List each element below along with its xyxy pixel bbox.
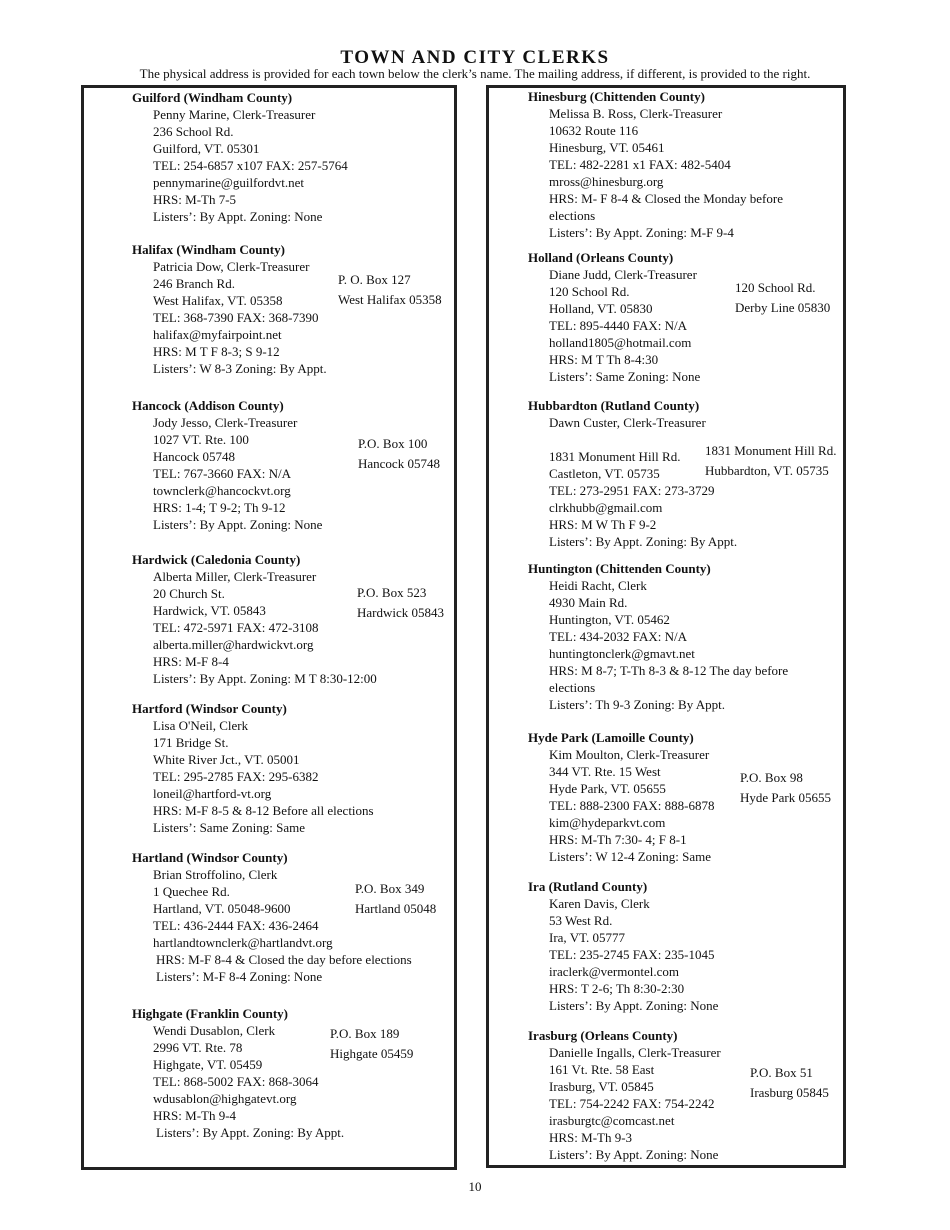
entry-line: Guilford, VT. 05301 [153,141,260,156]
entry-line: Hyde Park, VT. 05655 [549,781,666,796]
mailing-line: Hancock 05748 [358,456,440,471]
mailing-address [705,441,836,481]
entry-line: TEL: 895-4440 FAX: N/A [549,318,688,333]
clerk-entry-hardwick [132,551,377,687]
entry-line: Listers’: Th 9-3 Zoning: By Appt. [549,697,725,712]
mailing-address [330,1024,413,1064]
town-heading: Ira (Rutland County) [528,879,648,894]
entry-line: iraclerk@vermontel.com [549,964,679,979]
mailing-line: Hubbardton, VT. 05735 [705,463,829,478]
entry-line: Listers’: By Appt. Zoning: None [153,209,323,224]
mailing-address [357,583,444,623]
town-heading: Hinesburg (Chittenden County) [528,89,705,104]
entry-line: HRS: M-F 8-5 & 8-12 Before all elections [153,803,374,818]
entry-line: HRS: M-Th 7:30- 4; F 8-1 [549,832,687,847]
mailing-line: Hyde Park 05655 [740,790,831,805]
clerk-entry-irasburg [528,1027,721,1163]
entry-line: Lisa O'Neil, Clerk [153,718,249,733]
entry-line: TEL: 436-2444 FAX: 436-2464 [153,918,319,933]
entry-line: Listers’: M-F 8-4 Zoning: None [156,969,323,984]
entry-line: 53 West Rd. [549,913,613,928]
entry-line: Listers’: By Appt. Zoning: M-F 9-4 [549,225,734,240]
clerk-entry-holland [528,249,700,385]
entry-line: HRS: M- F 8-4 & Closed the Monday before [549,191,783,206]
entry-line: Hardwick, VT. 05843 [153,603,266,618]
entry-line: West Halifax, VT. 05358 [153,293,283,308]
entry-line: HRS: M-F 8-4 & Closed the day before elections [156,952,412,967]
entry-line: TEL: 482-2281 x1 FAX: 482-5404 [549,157,731,172]
entry-line: Kim Moulton, Clerk-Treasurer [549,747,710,762]
page-subtitle: The physical address is provided for each town below the clerk’s name. The mailing address, if different, is provided to the right. [139,66,811,81]
clerk-entry-hyde-park [528,729,715,865]
entry-line: Highgate, VT. 05459 [153,1057,263,1072]
mailing-address [735,278,830,318]
town-heading: Hardwick (Caledonia County) [132,552,301,567]
town-heading: Highgate (Franklin County) [132,1006,289,1021]
town-heading: Hartland (Windsor County) [132,850,288,865]
entry-line: irasburgtc@comcast.net [549,1113,675,1128]
entry-line: 1 Quechee Rd. [153,884,230,899]
entry-line: Listers’: Same Zoning: Same [153,820,306,835]
entry-line: TEL: 434-2032 FAX: N/A [549,629,688,644]
entry-line: TEL: 472-5971 FAX: 472-3108 [153,620,319,635]
entry-line: loneil@hartford-vt.org [153,786,272,801]
entry-line: TEL: 868-5002 FAX: 868-3064 [153,1074,319,1089]
entry-line: elections [549,208,596,223]
entry-line: elections [549,680,596,695]
mailing-address [338,270,442,310]
entry-line: Castleton, VT. 05735 [549,466,660,481]
entry-line: HRS: M-Th 9-3 [549,1130,633,1145]
mailing-address [750,1063,829,1103]
mailing-line: 1831 Monument Hill Rd. [705,443,837,458]
entry-line: kim@hydeparkvt.com [549,815,666,830]
entry-line: HRS: M-F 8-4 [153,654,229,669]
town-heading: Hubbardton (Rutland County) [528,398,700,413]
entry-line: 1027 VT. Rte. 100 [153,432,249,447]
entry-line: Ira, VT. 05777 [549,930,626,945]
page-number: 10 [468,1179,482,1194]
entry-line: HRS: M-Th 7-5 [153,192,237,207]
entry-line: halifax@myfairpoint.net [153,327,282,342]
entry-line: TEL: 235-2745 FAX: 235-1045 [549,947,715,962]
entry-line: TEL: 888-2300 FAX: 888-6878 [549,798,715,813]
clerk-entry-ira [528,878,718,1014]
entry-line: HRS: 1-4; T 9-2; Th 9-12 [153,500,286,515]
clerk-entry-hinesburg [528,88,783,241]
entry-line: Listers’: By Appt. Zoning: M T 8:30-12:00 [153,671,377,686]
town-heading: Holland (Orleans County) [528,250,674,265]
entry-line: Listers’: W 8-3 Zoning: By Appt. [153,361,327,376]
entry-line: Huntington, VT. 05462 [549,612,670,627]
clerk-entry-halifax [132,241,327,377]
entry-line: TEL: 295-2785 FAX: 295-6382 [153,769,319,784]
entry-line: Hartland, VT. 05048-9600 [153,901,291,916]
entry-line: 344 VT. Rte. 15 West [549,764,661,779]
entry-line: mross@hinesburg.org [549,174,664,189]
mailing-address [355,879,436,919]
entry-line: 161 Vt. Rte. 58 East [549,1062,655,1077]
entry-line: townclerk@hancockvt.org [153,483,291,498]
entry-line: Listers’: By Appt. Zoning: By Appt. [549,534,738,549]
entry-line: White River Jct., VT. 05001 [153,752,300,767]
entry-line: Patricia Dow, Clerk-Treasurer [153,259,310,274]
entry-line: HRS: T 2-6; Th 8:30-2:30 [549,981,685,996]
mailing-line: P.O. Box 349 [355,881,425,896]
entry-line: Hinesburg, VT. 05461 [549,140,665,155]
mailing-line: 120 School Rd. [735,280,816,295]
entry-line: TEL: 767-3660 FAX: N/A [153,466,292,481]
mailing-line: P.O. Box 100 [358,436,428,451]
entry-line: 20 Church St. [153,586,225,601]
entry-line: clrkhubb@gmail.com [549,500,663,515]
mailing-line: P.O. Box 98 [740,770,803,785]
mailing-line: P. O. Box 127 [338,272,411,287]
entry-line: TEL: 368-7390 FAX: 368-7390 [153,310,319,325]
town-heading: Hartford (Windsor County) [132,701,287,716]
entry-line: TEL: 254-6857 x107 FAX: 257-5764 [153,158,348,173]
entry-line: Penny Marine, Clerk-Treasurer [153,107,316,122]
entry-line: Danielle Ingalls, Clerk-Treasurer [549,1045,721,1060]
entry-line: 120 School Rd. [549,284,630,299]
town-heading: Guilford (Windham County) [132,90,293,105]
town-heading: Irasburg (Orleans County) [528,1028,678,1043]
entry-line: HRS: M W Th F 9-2 [549,517,657,532]
entry-line: Jody Jesso, Clerk-Treasurer [153,415,298,430]
entry-line: 4930 Main Rd. [549,595,628,610]
entry-line: wdusablon@highgatevt.org [153,1091,297,1106]
mailing-line: Hardwick 05843 [357,605,445,620]
entry-line: Listers’: Same Zoning: None [549,369,701,384]
entry-line: HRS: M T F 8-3; S 9-12 [153,344,280,359]
entry-line: pennymarine@guilfordvt.net [153,175,304,190]
entry-line: Diane Judd, Clerk-Treasurer [549,267,697,282]
town-heading: Huntington (Chittenden County) [528,561,711,576]
mailing-address [740,768,831,808]
clerk-entry-hancock [132,397,322,533]
entry-line: Dawn Custer, Clerk-Treasurer [549,415,706,430]
mailing-line: Highgate 05459 [330,1046,414,1061]
entry-line: HRS: M-Th 9-4 [153,1108,237,1123]
mailing-line: Hartland 05048 [355,901,437,916]
clerk-entry-huntington [528,560,788,713]
clerk-entry-highgate [132,1005,344,1141]
entry-line: Heidi Racht, Clerk [549,578,647,593]
entry-line: holland1805@hotmail.com [549,335,692,350]
entry-line: Holland, VT. 05830 [549,301,653,316]
page-title: TOWN AND CITY CLERKS [340,47,610,68]
town-heading: Hancock (Addison County) [132,398,284,413]
entry-line: 2996 VT. Rte. 78 [153,1040,243,1055]
mailing-address [358,434,440,474]
mailing-line: Irasburg 05845 [750,1085,829,1100]
entry-line: huntingtonclerk@gmavt.net [549,646,695,661]
entry-line: HRS: M T Th 8-4:30 [549,352,659,367]
entry-line: TEL: 754-2242 FAX: 754-2242 [549,1096,715,1111]
entry-line: Brian Stroffolino, Clerk [153,867,278,882]
entry-line: Karen Davis, Clerk [549,896,650,911]
entry-line: TEL: 273-2951 FAX: 273-3729 [549,483,715,498]
clerk-entry-hartford [132,700,374,836]
entry-line: Listers’: By Appt. Zoning: None [153,517,323,532]
entry-line: 236 School Rd. [153,124,234,139]
entry-line: hartlandtownclerk@hartlandvt.org [153,935,333,950]
mailing-line: West Halifax 05358 [338,292,442,307]
entry-line: Listers’: W 12-4 Zoning: Same [549,849,711,864]
entry-line: Hancock 05748 [153,449,235,464]
clerk-entry-guilford [132,89,348,225]
entry-line: Irasburg, VT. 05845 [549,1079,654,1094]
entry-line: 10632 Route 116 [549,123,639,138]
entry-line: Listers’: By Appt. Zoning: None [549,1147,719,1162]
mailing-line: P.O. Box 189 [330,1026,400,1041]
entry-line: Alberta Miller, Clerk-Treasurer [153,569,317,584]
town-heading: Halifax (Windham County) [132,242,285,257]
entry-line: 171 Bridge St. [153,735,229,750]
entry-line: 246 Branch Rd. [153,276,235,291]
entry-line: Melissa B. Ross, Clerk-Treasurer [549,106,723,121]
mailing-line: Derby Line 05830 [735,300,831,315]
mailing-line: P.O. Box 523 [357,585,427,600]
entry-line: HRS: M 8-7; T-Th 8-3 & 8-12 The day before [549,663,789,678]
entry-line: 1831 Monument Hill Rd. [549,449,681,464]
entry-line: Listers’: By Appt. Zoning: By Appt. [156,1125,345,1140]
entry-line: Wendi Dusablon, Clerk [153,1023,276,1038]
mailing-line: P.O. Box 51 [750,1065,813,1080]
entry-line: alberta.miller@hardwickvt.org [153,637,314,652]
town-heading: Hyde Park (Lamoille County) [528,730,694,745]
entry-line: Listers’: By Appt. Zoning: None [549,998,719,1013]
